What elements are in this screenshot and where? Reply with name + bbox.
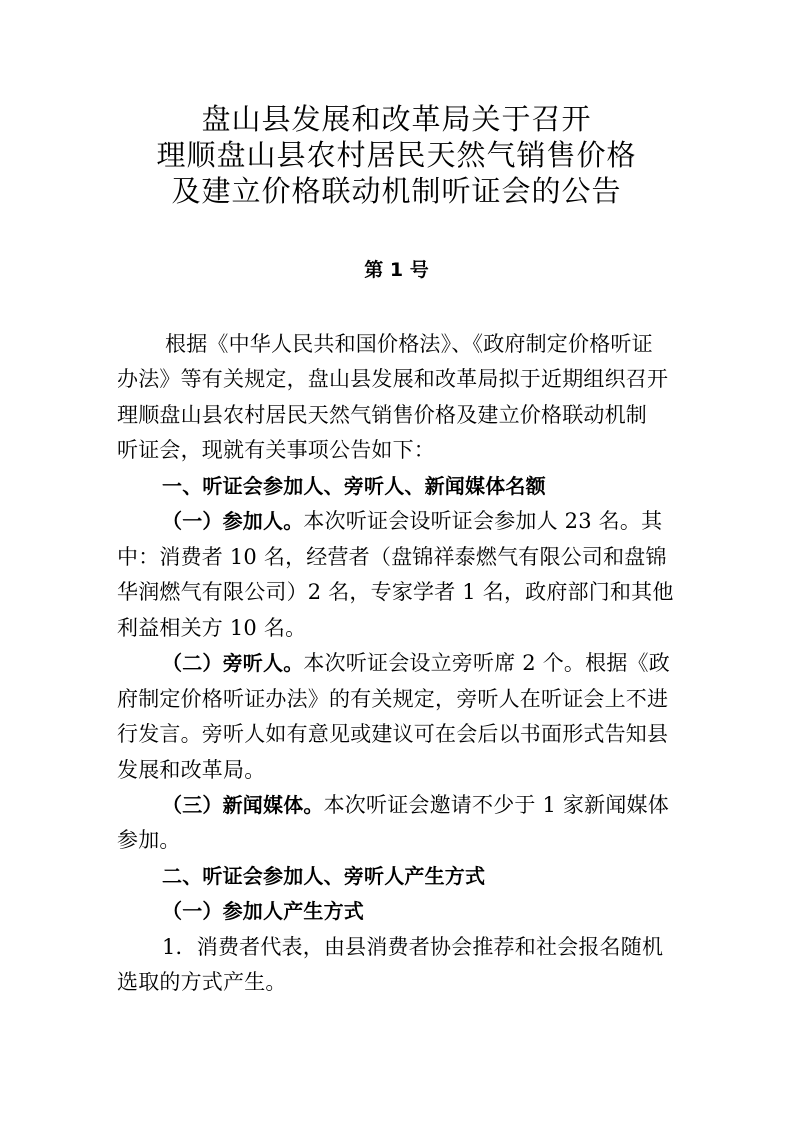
document-number: 第 1 号	[364, 259, 429, 281]
s1-item1-line-1	[162, 507, 662, 535]
s1-item1-label: （一）参加人。	[162, 509, 304, 533]
s1-item2-line-2: 府制定价格听证办法》的有关规定，旁听人在听证会上不进	[117, 687, 669, 711]
title-line-1: 盘山县发展和改革局关于召开	[201, 102, 592, 136]
intro-line-3: 理顺盘山县农村居民天然气销售价格及建立价格联动机制	[117, 403, 647, 427]
intro-line-1: 根据《中华人民共和国价格法》、《政府制定价格听证	[165, 332, 653, 356]
s1-item2-line-1	[162, 649, 670, 677]
title-line-2: 理顺盘山县农村居民天然气销售价格	[156, 138, 637, 172]
s2-subheading-1: （一）参加人产生方式	[162, 899, 364, 923]
s1-item3-line-2: 参加。	[117, 828, 181, 852]
section-2-heading: 二、听证会参加人、旁听人产生方式	[162, 864, 486, 888]
intro-line-2: 办法》等有关规定，盘山县发展和改革局拟于近期组织召开	[117, 367, 669, 391]
s1-item2-line-3: 行发言。旁听人如有意见或建议可在会后以书面形式告知县	[117, 722, 669, 746]
s2-item1-line-2: 选取的方式产生。	[117, 970, 287, 994]
s1-item1-line-2: 中：消费者 10 名，经营者（盘锦祥泰燃气有限公司和盘锦	[117, 545, 667, 569]
s2-item1-line-1: 1．消费者代表，由县消费者协会推荐和社会报名随机	[162, 935, 664, 959]
title-line-3: 及建立价格联动机制听证会的公告	[171, 174, 622, 208]
s1-item3-line-1	[162, 791, 669, 819]
s1-item3-label: （三）新闻媒体。	[162, 793, 324, 817]
intro-line-4: 听证会，现就有关事项公告如下：	[117, 438, 435, 462]
section-1-heading: 一、听证会参加人、旁听人、新闻媒体名额	[162, 474, 546, 498]
s1-item3-text: 本次听证会邀请不少于 1 家新闻媒体	[323, 793, 669, 817]
s1-item2-text: 本次听证会设立旁听席 2 个。根据《政	[303, 651, 670, 675]
s1-item2-label: （二）旁听人。	[162, 651, 304, 675]
s1-item1-text: 本次听证会设听证会参加人 23 名。其	[303, 509, 663, 533]
s1-item2-line-4: 发展和改革局。	[117, 758, 266, 782]
s1-item1-line-3: 华润燃气有限公司）2 名，专家学者 1 名，政府部门和其他	[117, 580, 674, 604]
s1-item1-line-4: 利益相关方 10 名。	[117, 616, 307, 640]
